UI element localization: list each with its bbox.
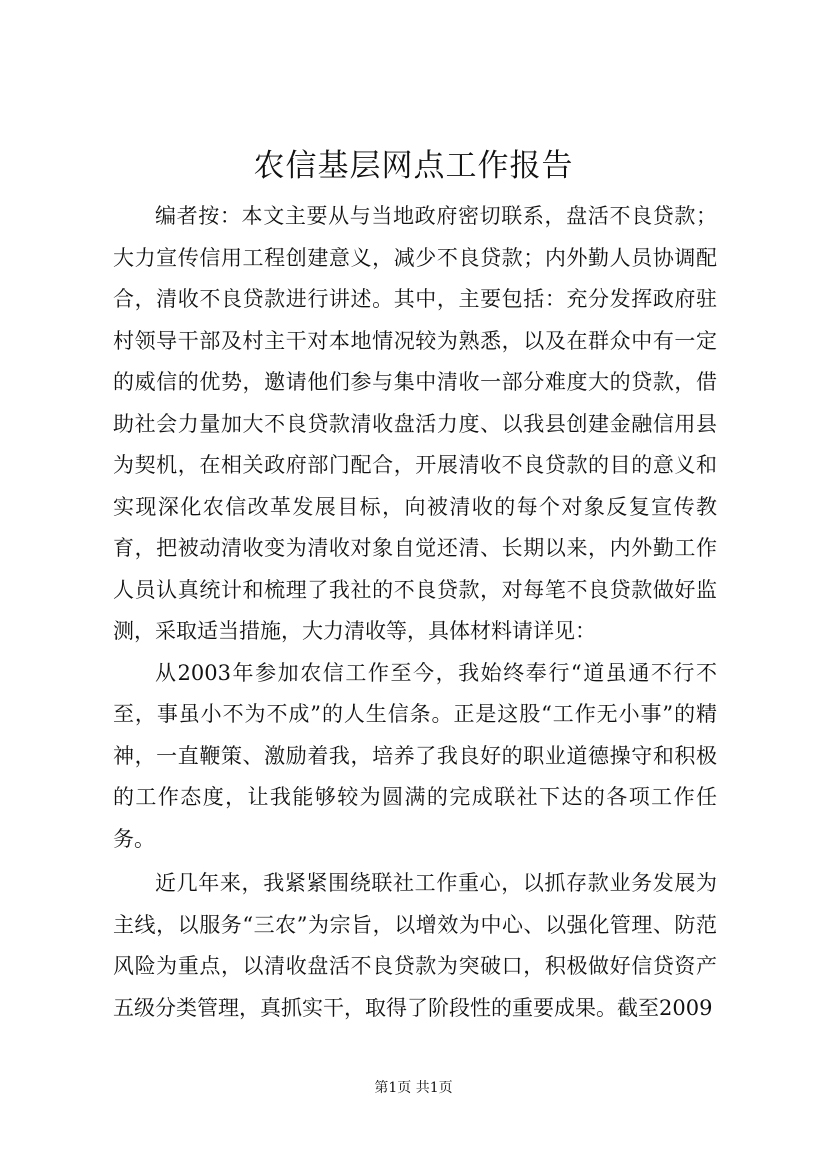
page-number-footer: 第1页 共1页 [374, 1080, 453, 1096]
body-paragraph: 从2003年参加农信工作至今，我始终奉行“道虽通不行不至，事虽小不为不成”的人生信条。正是这股“工作无小事”的精神，一直鞭策、激励着我，培养了我良好的职业道德操守和积极的工作态度，让我能够较为圆满的完成联社下达的各项工作任务。 [113, 660, 717, 851]
document-title: 农信基层网点工作报告 [253, 148, 574, 184]
body-paragraph: 近几年来，我紧紧围绕联社工作重心，以抓存款业务发展为主线，以服务“三农”为宗旨，以增效为中心、以强化管理、防范风险为重点，以清收盘活不良贷款为突破口，积极做好信贷资产五级分类管理，真抓实干，取得了阶段性的重要成果。截至2009 [113, 871, 717, 1020]
document-body [113, 196, 717, 1029]
editor-note-paragraph: 编者按：本文主要从与当地政府密切联系，盘活不良贷款；大力宣传信用工程创建意义，减少不良贷款；内外勤人员协调配合，清收不良贷款进行讲述。其中，主要包括：充分发挥政府驻村领导干部及村主干对本地情况较为熟悉，以及在群众中有一定的威信的优势，邀请他们参与集中清收一部分难度大的贷款，借助社会力量加大不良贷款清收盘活力度、以我县创建金融信用县为契机，在相关政府部门配合，开展清收不良贷款的目的意义和实现深化农信改革发展目标，向被清收的每个对象反复宣传教育，把被动清收变为清收对象自觉还清、长期以来，内外勤工作人员认真统计和梳理了我社的不良贷款，对每笔不良贷款做好监测，采取适当措施，大力清收等，具体材料请详见： [113, 204, 717, 643]
